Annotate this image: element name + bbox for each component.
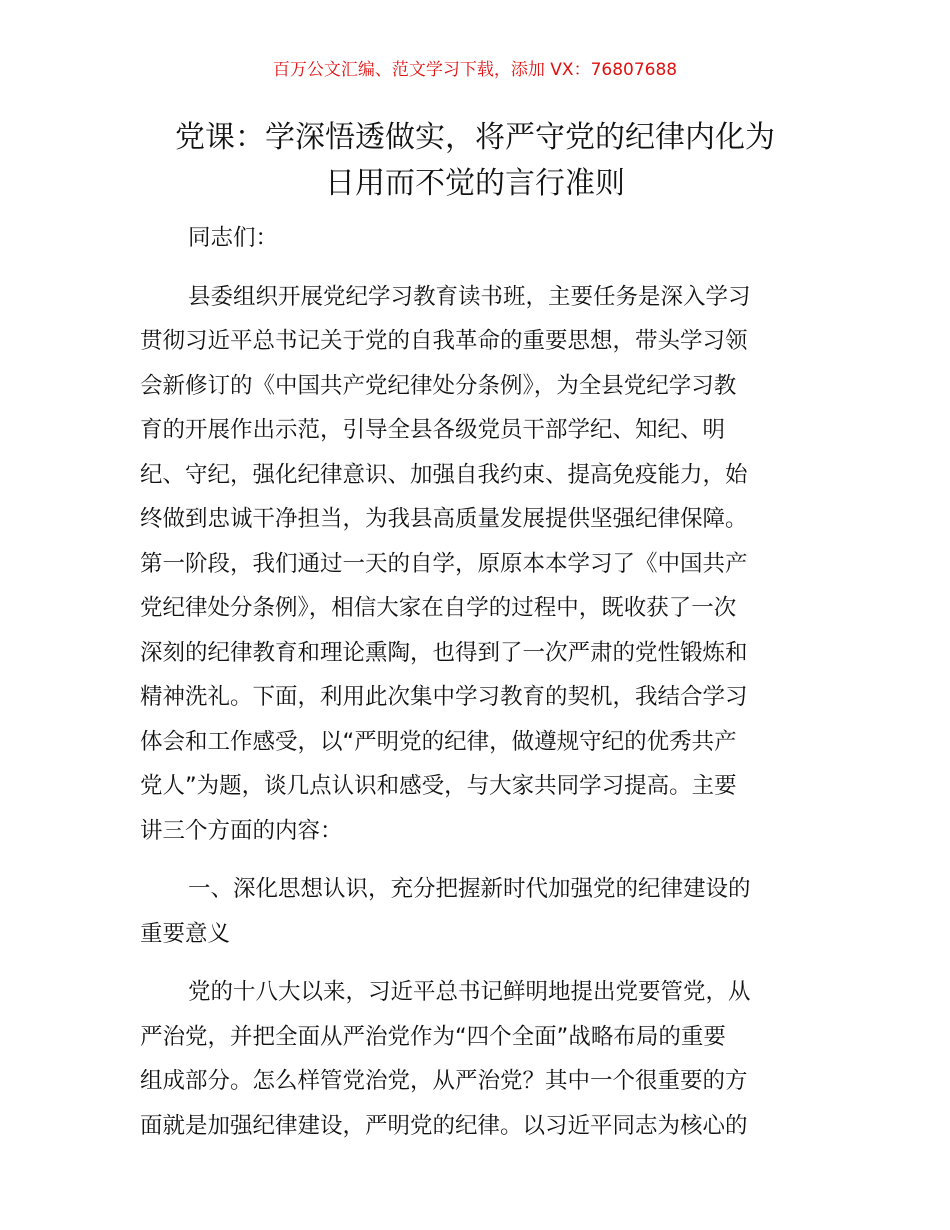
paragraph-line: 纪、守纪，强化纪律意识、加强自我约束、提高免疫能力，始 (140, 461, 748, 488)
paragraph-line: 育的开展作出示范，引导全县各级党员干部学纪、知纪、明 (140, 417, 726, 443)
title-line-1: 党课：学深悟透做实，将严守党的纪律内化为 (175, 120, 775, 155)
paragraph-line: 终做到忠诚干净担当，为我县高质量发展提供坚强纪律保障。 (140, 506, 748, 532)
document-body (140, 216, 812, 1148)
paragraph-line: 会新修订的《中国共产党纪律处分条例》，为全县党纪学习教 (140, 372, 737, 399)
paragraph-line: 贯彻习近平总书记关于党的自我革命的重要思想，带头学习领 (140, 328, 748, 354)
paragraph-line: 体会和工作感受，以“严明党的纪律，做遵规守纪的优秀共产 (140, 728, 737, 755)
paragraph-line: 党人”为题，谈几点认识和感受，与大家共同学习提高。主要 (140, 773, 737, 799)
paragraph-line: 严治党，并把全面从严治党作为“四个全面”战略布局的重要 (140, 1023, 726, 1050)
paragraph-line: 讲三个方面的内容： (140, 817, 343, 844)
paragraph-line: 面就是加强纪律建设，严明党的纪律。以习近平同志为核心的 (140, 1112, 748, 1139)
heading-line: 重要意义 (140, 920, 231, 947)
paragraph-2 (140, 970, 812, 1148)
title-line-2: 日用而不觉的言行准则 (325, 166, 625, 201)
paragraph-1 (140, 275, 812, 854)
paragraph-line: 党的十八大以来，习近平总书记鲜明地提出党要管党，从 (188, 979, 751, 1005)
salutation: 同志们： (188, 225, 279, 251)
header-banner: 百万公文汇编、范文学习下载，添加 VX：76807688 (272, 60, 678, 80)
document-title (100, 115, 850, 207)
paragraph-line: 组成部分。怎么样管党治党，从严治党？其中一个很重要的方 (140, 1068, 748, 1094)
paragraph-line: 深刻的纪律教育和理论熏陶，也得到了一次严肃的党性锻炼和 (140, 639, 748, 666)
heading-line: 一、深化思想认识，充分把握新时代加强党的纪律建设的 (188, 876, 751, 902)
section-1-heading (140, 867, 812, 956)
paragraph-line: 党纪律处分条例》，相信大家在自学的过程中，既收获了一次 (140, 595, 737, 621)
paragraph-line: 精神洗礼。下面，利用此次集中学习教育的契机，我结合学习 (140, 684, 748, 710)
paragraph-line: 县委组织开展党纪学习教育读书班，主要任务是深入学习 (188, 283, 751, 310)
paragraph-line: 第一阶段，我们通过一天的自学，原原本本学习了《中国共产 (140, 550, 748, 577)
